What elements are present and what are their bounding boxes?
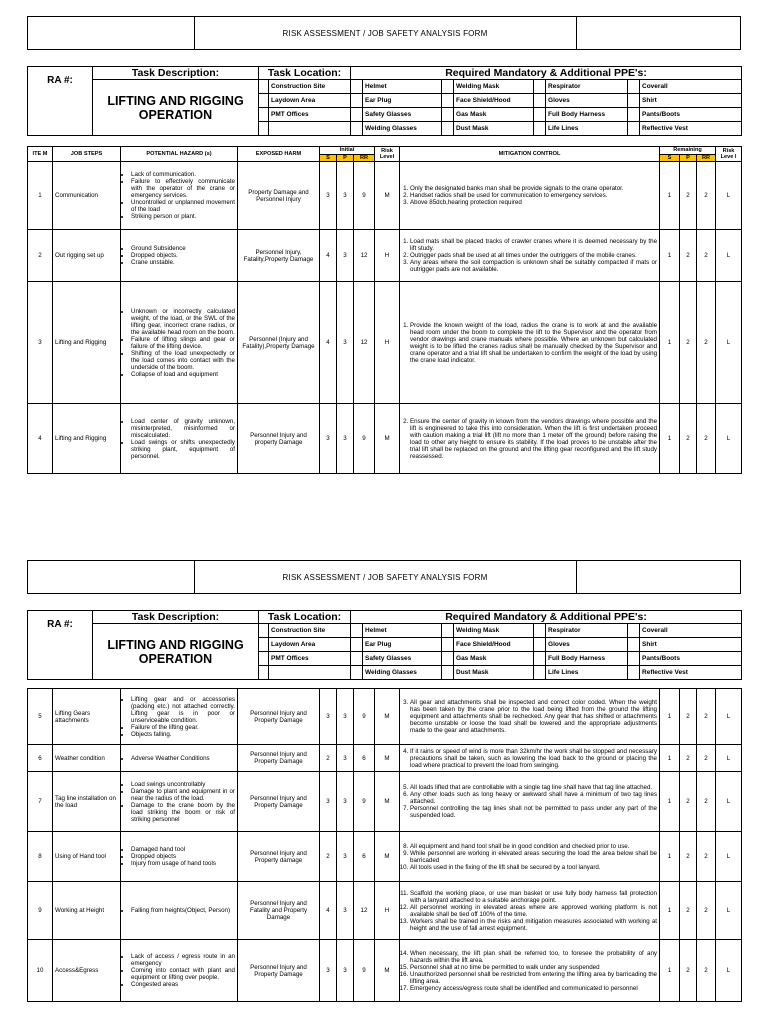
mitigation-item: 9. While personnel are working in elevated areas securing the load the area below shall be barricaded <box>410 850 657 864</box>
checkbox[interactable] <box>351 94 363 108</box>
initial-p: 3 <box>337 230 354 282</box>
item-number: 6 <box>28 745 53 772</box>
mitigation-list <box>400 745 660 772</box>
checkbox[interactable] <box>259 108 269 122</box>
ppe-item: Life Lines <box>546 666 628 680</box>
mitigation-item: 4. If it rains or speed of wind is more than 32km/hr the work shall be stopped and necessary precautions shall be taken, such as lowering the load back to the ground or placing the load where practical to prevent the load from swinging. <box>410 748 657 769</box>
item-number: 9 <box>28 882 53 940</box>
remaining-s: 1 <box>660 940 680 1002</box>
ppe-item: Shirt <box>640 638 742 652</box>
hazard-item: • Injury from usage of hand tools <box>131 860 235 867</box>
risk-level: M <box>375 940 400 1002</box>
initial-s: 2 <box>320 832 337 882</box>
ppe-item: Helmet <box>363 624 442 638</box>
exposed-harm: Personnel Injury and Property damage <box>238 832 320 882</box>
table-row <box>28 230 742 282</box>
ppe-item: Life Lines <box>546 122 628 136</box>
initial-rr: 9 <box>354 772 375 832</box>
table-row <box>28 745 742 772</box>
remaining-p: 2 <box>680 282 697 404</box>
ppe-item: Ear Plug <box>363 638 442 652</box>
hazard-item: • Collapse of load and equipment <box>131 371 235 378</box>
hazard-item: • Damage to the crane boom by the load striking the boom or risk of striking personnel <box>131 802 235 823</box>
risk-level: M <box>375 689 400 745</box>
item-number: 5 <box>28 689 53 745</box>
col-item: ITE M <box>28 147 53 162</box>
remaining-s: 1 <box>660 882 680 940</box>
hazard-item: • Congested areas <box>131 981 235 988</box>
exposed-harm: Personnel Injury and property Damage <box>238 404 320 474</box>
remaining-p: 2 <box>680 772 697 832</box>
checkbox[interactable] <box>442 666 454 680</box>
remaining-p: 2 <box>680 162 697 230</box>
job-step: Out rigging set up <box>53 230 121 282</box>
remaining-rr: 2 <box>697 882 716 940</box>
header-table <box>27 66 742 136</box>
risk-level: H <box>375 882 400 940</box>
remaining-s: 1 <box>660 282 680 404</box>
mitigation-item: 7. Personnel controlling the tag lines shall not be permitted to pass under any part of the suspended load. <box>410 805 657 819</box>
mitigation-item: 13. Workers shall be trained in the risks and mitigation measures associated with working at height and the use of fall arrest equipment. <box>410 918 657 932</box>
form-title-box-2 <box>27 560 741 594</box>
initial-s: 3 <box>320 772 337 832</box>
checkbox[interactable] <box>442 94 454 108</box>
checkbox[interactable] <box>351 624 363 638</box>
remaining-rr: 2 <box>697 282 716 404</box>
task-title: LIFTING AND RIGGING OPERATION <box>93 624 259 680</box>
risk-level: M <box>375 745 400 772</box>
form-title-2: RISK ASSESSMENT / JOB SAFETY ANALYSIS FORM <box>194 561 577 593</box>
mitigation-list <box>400 772 660 832</box>
col-s-remaining: S <box>660 154 680 162</box>
mitigation-list <box>400 940 660 1002</box>
checkbox[interactable] <box>351 638 363 652</box>
hazard-item: • Load swings or shifts unexpectedly striking plant, equipment of personnel. <box>131 439 235 460</box>
exposed-harm: Personnel Injury and Property Damage <box>238 940 320 1002</box>
job-step: Lifting and Rigging <box>53 282 121 404</box>
initial-s: 4 <box>320 882 337 940</box>
hazard-list <box>121 832 238 882</box>
item-number: 8 <box>28 832 53 882</box>
ppe-item: Welding Mask <box>454 80 534 94</box>
ppe-item: Pants/Boots <box>640 108 742 122</box>
hazard-list <box>121 745 238 772</box>
initial-rr: 9 <box>354 404 375 474</box>
ppe-item: Dust Mask <box>454 122 534 136</box>
hazard-item: • Coming into contact with plant and equipment or lifting over people. <box>131 967 235 981</box>
risk-table-page2 <box>27 688 742 1002</box>
table-row <box>28 689 742 745</box>
initial-p: 3 <box>337 689 354 745</box>
location-item: PMT Offices <box>269 652 351 666</box>
col-initial: Initial <box>320 147 375 155</box>
ppe-item: Full Body Harness <box>546 108 628 122</box>
remaining-risk-level: L <box>716 882 742 940</box>
ppe-item: Respirator <box>546 80 628 94</box>
remaining-risk-level: L <box>716 832 742 882</box>
ppe-item: Gas Mask <box>454 108 534 122</box>
mitigation-item: 15. Personnel shall at no time be permitted to walk under any suspended <box>410 964 657 971</box>
remaining-p: 2 <box>680 832 697 882</box>
remaining-risk-level: L <box>716 230 742 282</box>
ppe-item: Gloves <box>546 94 628 108</box>
hazard-item: • Failure of the lifting gear. <box>131 724 235 731</box>
ppe-item: Welding Mask <box>454 624 534 638</box>
remaining-p: 2 <box>680 882 697 940</box>
hazard-item: • Objects falling. <box>131 731 235 738</box>
initial-rr: 12 <box>354 882 375 940</box>
mitigation-item: 5. All loads lifted that are controllable with a single tag line shall have that tag line attached. <box>410 784 657 791</box>
risk-level: M <box>375 832 400 882</box>
checkbox[interactable] <box>534 624 546 638</box>
job-step: Lifting Gears attachments <box>53 689 121 745</box>
initial-rr: 12 <box>354 230 375 282</box>
hazard-item: • Failure of lifting slings and gear or failure of the lifting device. <box>131 336 235 350</box>
initial-rr: 9 <box>354 162 375 230</box>
remaining-s: 1 <box>660 772 680 832</box>
risk-table-page1 <box>27 146 742 474</box>
initial-p: 3 <box>337 404 354 474</box>
ppe-item: Gas Mask <box>454 652 534 666</box>
table-row <box>28 162 742 230</box>
job-step: Access&Egress <box>53 940 121 1002</box>
remaining-s: 1 <box>660 404 680 474</box>
hazard-item: • Damaged hand tool <box>131 846 235 853</box>
col-risk-level-remaining: Risk Leve l <box>716 147 742 162</box>
table-row <box>28 772 742 832</box>
hazard-item: • Ground Subsidence <box>131 245 235 252</box>
mitigation-item: 2. Handset radios shall be used for communication to emergency services. <box>410 192 657 199</box>
initial-p: 3 <box>337 745 354 772</box>
mitigation-list <box>400 832 660 882</box>
ppe-item: Safety Glasses <box>363 108 442 122</box>
exposed-harm: Personnel Injury, Fatality,Property Damage <box>238 230 320 282</box>
initial-p: 3 <box>337 940 354 1002</box>
mitigation-item: 1. Only the designated banks man shall be provide signals to the crane operator. <box>410 185 657 192</box>
mitigation-item: 12. All personnel working in elevated areas where are approved working platform is not available shall be tied off 100% of the time. <box>410 904 657 918</box>
col-exposed-harm: EXPOSED HARM <box>238 147 320 162</box>
mitigation-item: 16. Unauthorized personnel shall be restricted from entering the lifting area by barricading the lifting area. <box>410 971 657 985</box>
mitigation-list <box>400 882 660 940</box>
mitigation-item: 6. Any other loads such as long heavy or awkward shall have a minimum of two tag lines attached. <box>410 791 657 805</box>
table-row <box>28 404 742 474</box>
hazard-list <box>121 162 238 230</box>
item-number: 7 <box>28 772 53 832</box>
ppe-item: Reflective Vest <box>640 122 742 136</box>
checkbox[interactable] <box>534 652 546 666</box>
ppe-item: Face Shield/Hood <box>454 638 534 652</box>
initial-rr: 12 <box>354 282 375 404</box>
checkbox[interactable] <box>534 122 546 136</box>
task-description-label: Task Description: <box>93 67 259 80</box>
hazard-item: • Falling from heights(Object, Person) <box>131 907 235 914</box>
ppe-item: Respirator <box>546 624 628 638</box>
exposed-harm: Personnel Injury and Property Damage <box>238 745 320 772</box>
checkbox[interactable] <box>628 638 640 652</box>
remaining-rr: 2 <box>697 404 716 474</box>
remaining-risk-level: L <box>716 689 742 745</box>
remaining-p: 2 <box>680 940 697 1002</box>
remaining-rr: 2 <box>697 689 716 745</box>
initial-p: 3 <box>337 832 354 882</box>
initial-rr: 9 <box>354 689 375 745</box>
ppe-item: Helmet <box>363 80 442 94</box>
remaining-risk-level: L <box>716 772 742 832</box>
hazard-item: • Adverse Weather Conditions <box>131 755 235 762</box>
mitigation-item: 11. Scaffold the working place, or use man basket or use fully body harness fall protection with a lanyard attached to a suitable anchorage point. <box>410 890 657 904</box>
initial-s: 3 <box>320 940 337 1002</box>
remaining-p: 2 <box>680 230 697 282</box>
remaining-risk-level: L <box>716 940 742 1002</box>
hazard-list <box>121 772 238 832</box>
form-title-box <box>27 16 741 50</box>
mitigation-list <box>400 689 660 745</box>
col-mitigation: MITIGATION CONTROL <box>400 147 660 162</box>
hazard-item: • Load swings uncontrollably <box>131 781 235 788</box>
remaining-rr: 2 <box>697 162 716 230</box>
mitigation-item: 3. Above 85dcb,hearing protection required <box>410 199 657 206</box>
item-number: 3 <box>28 282 53 404</box>
remaining-s: 1 <box>660 689 680 745</box>
ppe-label: Required Mandatory & Additional PPE's: <box>351 67 742 80</box>
exposed-harm: Personnel Injury and Fatality and Property Damage <box>238 882 320 940</box>
risk-level: M <box>375 162 400 230</box>
checkbox[interactable] <box>442 122 454 136</box>
checkbox[interactable] <box>628 122 640 136</box>
checkbox[interactable] <box>259 80 269 94</box>
checkbox[interactable] <box>534 94 546 108</box>
job-step: Using of Hand tool <box>53 832 121 882</box>
checkbox[interactable] <box>534 666 546 680</box>
ppe-item: Safety Glasses <box>363 652 442 666</box>
checkbox[interactable] <box>442 638 454 652</box>
col-risk-level: Risk Level <box>375 147 400 162</box>
hazard-item: • Unknown or incorrectly calculated weight, of the load, or the SWL of the lifting gear, incorrect crane radius, or the available head room on the boom. <box>131 308 235 336</box>
task-location-label: Task Location: <box>259 611 351 624</box>
ppe-item: Coverall <box>640 80 742 94</box>
mitigation-item: 8. All equipment and hand tool shall be in good condition and checked prior to use. <box>410 843 657 850</box>
remaining-rr: 2 <box>697 832 716 882</box>
checkbox[interactable] <box>534 108 546 122</box>
job-step: Lifting and Rigging <box>53 404 121 474</box>
checkbox[interactable] <box>259 624 269 638</box>
remaining-risk-level: L <box>716 745 742 772</box>
hazard-list <box>121 940 238 1002</box>
checkbox[interactable] <box>351 652 363 666</box>
hazard-item: • Lifting gear and or accessories (packing etc.) not attached correctly. Lifting gear is in poor or unserviceable condition. <box>131 696 235 724</box>
remaining-p: 2 <box>680 404 697 474</box>
job-step: Communication <box>53 162 121 230</box>
hazard-item: • Crane unstable. <box>131 259 235 266</box>
mitigation-item: 3. Any areas where the soil compaction is unknown shall be suitably compacted if mats or outrigger pads are not available. <box>410 259 657 273</box>
remaining-s: 1 <box>660 230 680 282</box>
item-number: 2 <box>28 230 53 282</box>
col-p-remaining: P <box>680 154 697 162</box>
remaining-rr: 2 <box>697 772 716 832</box>
mitigation-item: 10. All tools used in the fixing of the lift shall be secured by a tool lanyard. <box>410 864 657 871</box>
checkbox[interactable] <box>442 652 454 666</box>
initial-p: 3 <box>337 882 354 940</box>
hazard-item: • Lack of communication. <box>131 171 235 178</box>
mitigation-list <box>400 230 660 282</box>
ppe-item: Shirt <box>640 94 742 108</box>
hazard-list <box>121 282 238 404</box>
checkbox[interactable] <box>534 80 546 94</box>
location-item: PMT Offices <box>269 108 351 122</box>
item-number: 1 <box>28 162 53 230</box>
checkbox[interactable] <box>628 666 640 680</box>
ppe-item: Welding Glasses <box>363 666 442 680</box>
initial-p: 3 <box>337 162 354 230</box>
checkbox[interactable] <box>442 624 454 638</box>
hazard-list <box>121 882 238 940</box>
table-row <box>28 832 742 882</box>
hazard-list <box>121 230 238 282</box>
col-remaining: Remaining <box>660 147 716 155</box>
job-step: Tag line installation on the load <box>53 772 121 832</box>
remaining-risk-level: L <box>716 282 742 404</box>
initial-s: 2 <box>320 745 337 772</box>
checkbox[interactable] <box>628 80 640 94</box>
hazard-item: • Damage to plant and equipment in or near the radius of the load. <box>131 788 235 802</box>
job-step: Working at Height <box>53 882 121 940</box>
exposed-harm: Personnel Injury and Property Damage <box>238 689 320 745</box>
location-item: Construction Site <box>269 80 351 94</box>
col-rr: RR <box>354 154 375 162</box>
mitigation-list <box>400 162 660 230</box>
table-row <box>28 282 742 404</box>
mitigation-list <box>400 282 660 404</box>
mitigation-item: 1. Load mats shall be placed tracks of crawler cranes where it is deemed necessary by the lift study. <box>410 238 657 252</box>
initial-p: 3 <box>337 282 354 404</box>
initial-s: 3 <box>320 404 337 474</box>
col-hazard: POTENTIAL HAZARD (s) <box>121 147 238 162</box>
item-number: 4 <box>28 404 53 474</box>
location-item: Construction Site <box>269 624 351 638</box>
initial-p: 3 <box>337 772 354 832</box>
location-item: Laydown Area <box>269 94 351 108</box>
form-title: RISK ASSESSMENT / JOB SAFETY ANALYSIS FORM <box>194 17 577 49</box>
ppe-item: Full Body Harness <box>546 652 628 666</box>
exposed-harm: Property Damage and Personnel Injury <box>238 162 320 230</box>
ppe-label: Required Mandatory & Additional PPE's: <box>351 611 742 624</box>
hazard-list <box>121 404 238 474</box>
remaining-p: 2 <box>680 745 697 772</box>
task-description-label: Task Description: <box>93 611 259 624</box>
risk-level: M <box>375 772 400 832</box>
hazard-list <box>121 689 238 745</box>
checkbox[interactable] <box>351 122 363 136</box>
checkbox[interactable] <box>628 652 640 666</box>
checkbox[interactable] <box>259 94 269 108</box>
checkbox[interactable] <box>351 80 363 94</box>
mitigation-item: 17. Emergency access/egress route shall be identified and communicated to personnel <box>410 985 657 992</box>
checkbox[interactable] <box>442 80 454 94</box>
remaining-risk-level: L <box>716 162 742 230</box>
ppe-item: Gloves <box>546 638 628 652</box>
checkbox[interactable] <box>534 638 546 652</box>
ppe-item: Welding Glasses <box>363 122 442 136</box>
checkbox[interactable] <box>628 94 640 108</box>
initial-rr: 6 <box>354 745 375 772</box>
mitigation-item: 1. Provide the known weight of the load, radius the crane is to work at and the available head room under the boom to complete the lift to the Supervisor and the operator from vendor drawings and crane manuals where possible. Where an unknown but calculated weight is to be lifted the cranes radius shall be manually checked by the Supervisor and crane operator and a trial lift shall be undertaken to confirm the weight of the load by using the crane load indicator. <box>410 322 657 364</box>
item-number: 10 <box>28 940 53 1002</box>
checkbox[interactable] <box>259 638 269 652</box>
ppe-item: Dust Mask <box>454 666 534 680</box>
checkbox[interactable] <box>351 666 363 680</box>
ra-label: RA #: <box>28 611 93 680</box>
mitigation-item: 2. Ensure the center of gravity in known from the vendors drawings where possible and the lift is engineered to take this into consideration. When the lift is first undertaken proceed with caution making a trial lift (lift no more than 1 meter off the ground) before raising the load to other any height to ensure its stability. If the load proves to be unstable after the trial lift shall be replaced on the ground and the lifting gear reconfigured and the lift study reassessed. <box>410 418 657 460</box>
checkbox[interactable] <box>628 624 640 638</box>
col-job-steps: JOB STEPS <box>53 147 121 162</box>
hazard-item: • Lack of access / egress route in an emergency <box>131 953 235 967</box>
remaining-rr: 2 <box>697 940 716 1002</box>
mitigation-item: 14. When necessary, the lift plan shall be referred too, to foresee the probability of any hazards within the lift area. <box>410 950 657 964</box>
col-p: P <box>337 154 354 162</box>
risk-level: H <box>375 282 400 404</box>
table-row <box>28 882 742 940</box>
initial-rr: 9 <box>354 940 375 1002</box>
remaining-p: 2 <box>680 689 697 745</box>
hazard-item: • Shifting of the load unexpectedly or the load comes into contact with the underside of the boom. <box>131 350 235 371</box>
remaining-rr: 2 <box>697 230 716 282</box>
col-s: S <box>320 154 337 162</box>
checkbox[interactable] <box>259 652 269 666</box>
job-step: Weather condition <box>53 745 121 772</box>
initial-s: 3 <box>320 689 337 745</box>
remaining-risk-level: L <box>716 404 742 474</box>
mitigation-item: 2. Outrigger pads shall be used at all times under the outriggers of the mobile cranes. <box>410 252 657 259</box>
ppe-item: Pants/Boots <box>640 652 742 666</box>
initial-rr: 6 <box>354 832 375 882</box>
hazard-item: • Uncontrolled or unplanned movement of the load <box>131 199 235 213</box>
hazard-item: • Dropped objects. <box>131 252 235 259</box>
risk-level: M <box>375 404 400 474</box>
initial-s: 4 <box>320 282 337 404</box>
col-rr-remaining: RR <box>697 154 716 162</box>
checkbox[interactable] <box>442 108 454 122</box>
remaining-s: 1 <box>660 162 680 230</box>
exposed-harm: Personnel Injury and Property Damage <box>238 772 320 832</box>
ra-label: RA #: <box>28 67 93 136</box>
table-row <box>28 940 742 1002</box>
mitigation-item: 3. All gear and attachments shall be inspected and correct color coded. When the weight has been taken by the crane prior to the load being lifted from the ground the lifting equipment and attachments shall be rechecked. Any gear that has shifted or attachments become unstable or loose the load shall be lowered and the appropriate adjustments made to the gear and attachments. <box>410 699 657 734</box>
risk-level: H <box>375 230 400 282</box>
ppe-item: Face Shield/Hood <box>454 94 534 108</box>
remaining-s: 1 <box>660 745 680 772</box>
ppe-item: Ear Plug <box>363 94 442 108</box>
hazard-item: • Dropped objects <box>131 853 235 860</box>
ppe-item: Reflective Vest <box>640 666 742 680</box>
hazard-item: • Load center of gravity unknown, misinterpreted, misinformed or miscalculated. <box>131 418 235 439</box>
checkbox[interactable] <box>351 108 363 122</box>
initial-s: 4 <box>320 230 337 282</box>
hazard-item: • Failure to effectively communicate with the operator of the crane or emergency services. <box>131 178 235 199</box>
remaining-rr: 2 <box>697 745 716 772</box>
task-title: LIFTING AND RIGGING OPERATION <box>93 80 259 136</box>
hazard-item: • Striking person or plant. <box>131 213 235 220</box>
checkbox[interactable] <box>628 108 640 122</box>
mitigation-list <box>400 404 660 474</box>
ppe-item: Coverall <box>640 624 742 638</box>
location-item: Laydown Area <box>269 638 351 652</box>
task-location-label: Task Location: <box>259 67 351 80</box>
header-table-2 <box>27 610 742 680</box>
remaining-s: 1 <box>660 832 680 882</box>
exposed-harm: Personnel (Injury and Fatality),Property Damage <box>238 282 320 404</box>
initial-s: 3 <box>320 162 337 230</box>
